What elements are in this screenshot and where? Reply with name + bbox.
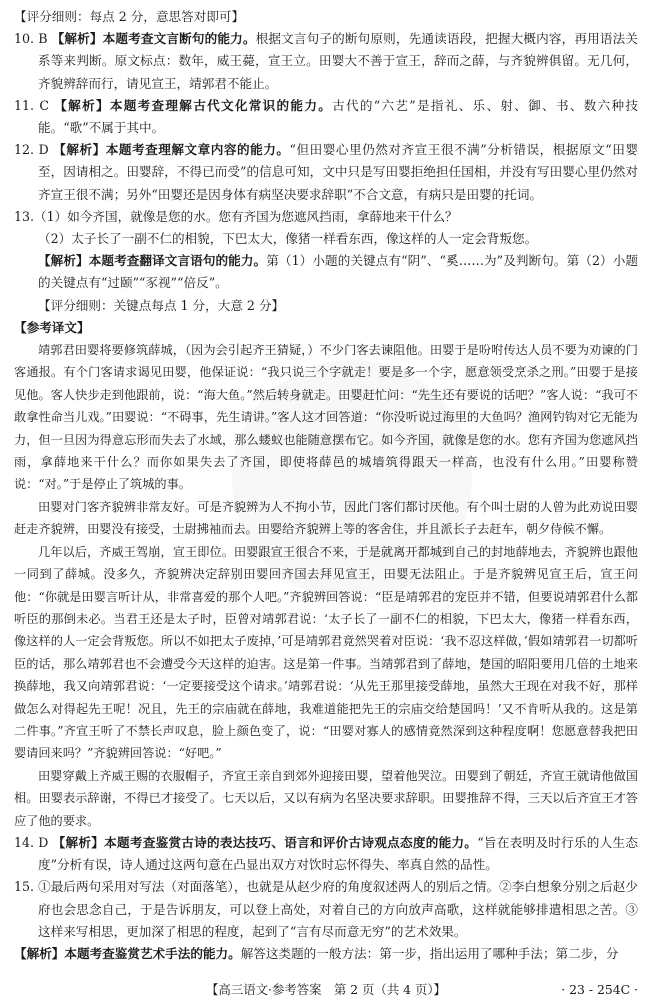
answer-13-analysis — [14, 250, 638, 294]
answer-14-analysis-title: 【解析】本题考查鉴赏古诗的表达技巧、语言和评价古诗观点态度的能力。 — [52, 834, 478, 850]
answer-13-part2: （2）太子长了一副不仁的相貌，下巴太大，像猪一样看东西，像这样的人一定会背叛您。 — [38, 231, 538, 247]
page-footer — [0, 978, 652, 1002]
translation-paragraph-2: 田婴对门客齐貌辨非常友好。可是齐貌辨为人不拘小节，因此门客们都讨厌他。有个叫士尉的人曾为此劝说田婴赶走齐貌辨，田婴没有接受，士尉拂袖而去。田婴给齐貌辨上等的客舍住，并且派长子去赶车，朝夕侍候不懈。 — [14, 499, 638, 537]
answer-13-analysis-title: 【解析】本题考查翻译文言语句的能力。 — [38, 253, 267, 269]
reference-translation-heading: 【参考译文】 — [14, 319, 90, 335]
footer-page-info: 【高三语文·参考答案 第 2 页（共 4 页）】 — [206, 982, 446, 997]
answer-10-analysis-title: 【解析】本题考查文言断句的能力。 — [51, 31, 256, 47]
answer-14-label: 14. D — [14, 834, 53, 850]
answer-11-label: 11. C — [14, 97, 55, 113]
scoring-rule-13: 【评分细则：关键点每点 1 分，大意 2 分】 — [38, 297, 285, 313]
answer-13-analysis-text: 第（1）小题的关键点有“阴”、“奚……为”及判断句。第（2）小题的关键点有“过颐”“豕视”“倍反”。 — [38, 253, 639, 291]
answer-14 — [14, 832, 638, 876]
answer-12-label: 12. D — [14, 142, 54, 158]
scoring-rule-10: 【评分细则：每点 2 分，意思答对即可】 — [14, 9, 245, 24]
answer-12 — [14, 139, 638, 206]
answer-15-analysis-title: 【解析】本题考查鉴赏艺术手法的能力。 — [14, 946, 241, 961]
reference-translation — [14, 339, 638, 832]
answer-13-part1: 13.（1）如今齐国，就像是您的水。您有齐国为您遮风挡雨，拿薛地来干什么？ — [14, 208, 458, 224]
answer-12-analysis-text: “但田婴心里仍然对齐宣王很不满”分析错误，根据原文“田婴至，因请相之。田婴辞，不得已而受”的信息可知，文中只是写田婴拒绝担任国相，并没有写田婴心里仍然对齐宣王很不满；另外“田婴还是因身体有病坚决要求辞职”不合文意，有病只是田婴的托词。 — [38, 142, 638, 202]
page-content — [14, 6, 638, 965]
answer-15: 15. ①最后两句采用对写法（对面落笔），也就是从赵少府的角度叙述两人的别后之情。②李白想象分别之后赵少府也会思念自己，于是告诉朋友，可以登上高处，对着自己的方向放声高歌，这样就能够排遣相思之苦。③这样来写相思，更加深了相思的程度，起到了“言有尽而意无穷”的艺术效果。 — [14, 879, 638, 939]
answer-11-analysis-text: 古代的“六艺”是指礼、乐、射、御、书、数六种技能。“歌”不属于其中。 — [38, 97, 639, 136]
translation-paragraph-3: 几年以后，齐威王驾崩，宣王即位。田婴跟宣王很合不来，于是就离开都城到自己的封地薛地去，齐貌辨也跟他一同到了薛城。没多久，齐貌辨决定辞别田婴回齐国去拜见宣王，田婴无法阻止。于是齐貌辨见宣王后，宣王问他：“你就是田婴言听计从，非常喜爱的那个人吧。”齐貌辨回答说：“臣是靖郭君的宠臣并不错，但要说靖郭君什么都听臣的那倒未必。当君王还是太子时，臣曾对靖郭君说：‘太子长了一副不仁的相貌，下巴太大，像猪一样看东西，像这样的人一定会背叛您。所以不如把太子废掉，’可是靖郭君竟然哭着对臣说：‘我不忍这样做，’假如靖郭君一切都听臣的话，那么靖郭君也不会遭受今天这样的迫害。这是第一件事。当靖郭君到了薛地，楚国的昭阳要用几倍的土地来换薛地，我又向靖郭君说：‘一定要接受这个请求。’靖郭君说：‘从先王那里接受薛地，虽然大王现在对我不好，那样做怎么对得起先王呢！况且，先王的宗庙就在薛地，我难道能把先王的宗庙交给楚国吗！’又不肯听从我的。这是第二件事。”齐宣王听了不禁长声叹息，脸上颜色变了，说：“田婴对寡人的感情竟然深到这种程度啊！您愿意替我把田婴请回来吗？”齐貌辨回答说：“好吧。” — [14, 544, 638, 761]
translation-paragraph-4: 田婴穿戴上齐威王赐的衣服帽子，齐宣王亲自到郊外迎接田婴，望着他哭泣。田婴到了朝廷，齐宣王就请他做国相。田婴表示辞谢，不得已才接受了。七天以后，又以有病为名坚决要求辞职。田婴推辞不得，三天以后齐宣王才答应了他的要求。 — [14, 768, 638, 828]
answer-10-label: 10. B — [14, 31, 52, 47]
answer-10 — [14, 28, 638, 95]
answer-14-analysis-text: “旨在表明及时行乐的人生态度”分析有误，诗人通过这两句意在凸显出双方对饮时忘怀得失、率真自然的品性。 — [38, 834, 638, 873]
answer-12-analysis-title: 【解析】本题考查理解文章内容的能力。 — [53, 142, 290, 158]
translation-paragraph-1: 靖郭君田婴将要修筑薛城，（因为会引起齐王猜疑，）不少门客去谏阻他。田婴于是吩咐传达人员不要为劝谏的门客通报。有个门客请求谒见田婴，他保证说：“我只说三个字就走！要是多一个字，愿意领受烹杀之刑。”田婴于是接见他。客人快步走到他跟前，说：“海大鱼。”然后转身就走。田婴赶忙问：“先生还有要说的话吧？”客人说：“我可不敢拿性命当儿戏。”田婴说：“不碍事，先生请讲。”客人这才回答道：“你没听说过海里的大鱼吗？渔网钓钩对它无能为力，但一旦因为得意忘形而失去了水域，那么蝼蚁也能随意摆布它。如今齐国，就像是您的水。您有齐国为您遮风挡雨，拿薛地来干什么？而你如果失去了齐国，即使将薛邑的城墙筑得跟天一样高，也没有什么用。”田婴称赞说：“对。”于是停止了筑城的事。 — [14, 343, 638, 492]
answer-15-analysis — [14, 943, 638, 965]
answer-10-analysis-text: 根据文言句子的断句原则，先通读语段，把握大概内容，再用语法关系等来判断。原文标点：数年，威王薨，宣王立。田婴大不善于宣王，辞而之薛，与齐貌辨俱留。无几何，齐貌辨辞而行，请见宣王，靖郭君不能止。 — [38, 31, 639, 91]
answer-11-analysis-title: 【解析】本题考查理解古代文化常识的能力。 — [54, 97, 333, 113]
answer-11 — [14, 95, 638, 139]
footer-code: · 23 - 254C · — [561, 982, 638, 997]
answer-15-analysis-text: 解答这类题的一般方法：第一步，指出运用了哪种手法；第二步，分 — [240, 946, 619, 961]
